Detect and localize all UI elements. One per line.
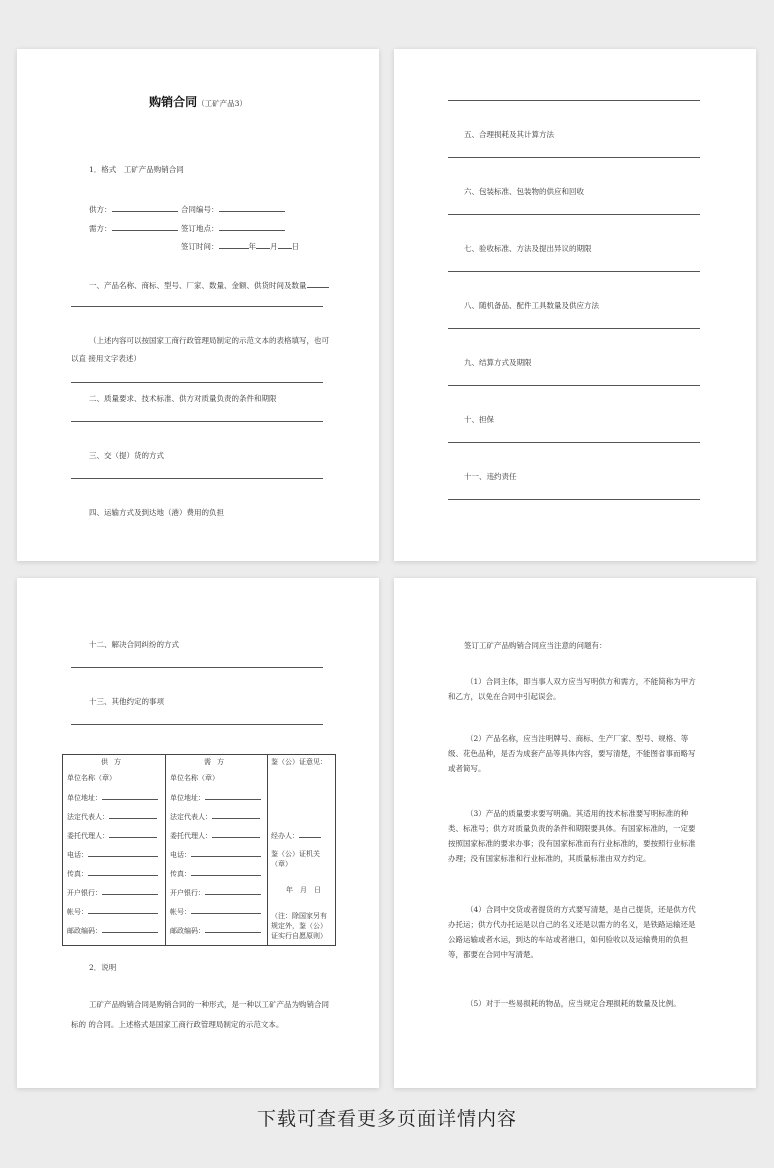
fill-line[interactable] (448, 271, 700, 272)
buyer-label: 需方： (89, 224, 112, 233)
supplier-agent: 委托代理人： (67, 830, 157, 842)
buyer-header: 需方 (204, 758, 230, 766)
buyer-agent: 委托代理人： (170, 830, 260, 842)
explain-line-1: 工矿产品购销合同是购销合同的一种形式，是一种以工矿产品为购销合同 (89, 1000, 329, 1009)
remark-line-3: 证实行自愿原则） (271, 932, 327, 940)
note-line-2: 以直 接用文字表述） (71, 354, 141, 363)
fill-line[interactable] (71, 306, 323, 307)
title-subtitle: （工矿产品3） (197, 99, 247, 108)
fill-line[interactable] (448, 214, 700, 215)
note-line-1: （上述内容可以按国家工商行政管理局制定的示范文本的表格填写，也可 (89, 336, 329, 345)
contract-no-blank[interactable] (219, 203, 285, 212)
contract-page-1 (17, 49, 379, 561)
supplier-field (89, 203, 178, 215)
item-1-text: 一、产品名称、商标、型号、厂家、数量、金额、供货时间及数量 (89, 281, 307, 290)
item-10: 十、担保 (464, 415, 494, 424)
sign-place-blank[interactable] (219, 222, 285, 231)
buyer-address: 单位地址： (170, 792, 261, 804)
supplier-postcode: 邮政编码： (67, 925, 158, 937)
sign-time-label: 签订时间： (181, 242, 219, 251)
month-blank[interactable] (256, 240, 270, 249)
item-6: 六、包装标准、包装物的供应和回收 (464, 187, 584, 196)
item-8: 八、随机备品、配件工具数量及供应方法 (464, 301, 599, 310)
verify-date: 年 月 日 (286, 886, 321, 894)
item-11: 十一、违约责任 (464, 472, 517, 481)
month-label: 月 (270, 242, 278, 251)
contract-page-3 (17, 578, 379, 1088)
fill-line[interactable] (71, 724, 323, 725)
year-blank[interactable] (219, 240, 249, 249)
supplier-bank: 开户银行： (67, 887, 158, 899)
day-blank[interactable] (278, 240, 292, 249)
note-5: （5）对于一些易损耗的物品，应当规定合理损耗的数量及比例。 (466, 999, 681, 1008)
supplier-unit-name: 单位名称（章） (67, 774, 116, 782)
signature-table (62, 754, 336, 946)
verify-org-line-2: （章） (271, 860, 292, 868)
buyer-legal-rep: 法定代表人： (170, 811, 260, 823)
fill-line[interactable] (448, 100, 700, 101)
item-7: 七、验收标准、方法及提出异议的期限 (464, 244, 592, 253)
handler-field: 经办人： (271, 830, 321, 842)
buyer-account: 帐号： (170, 906, 261, 918)
buyer-column (165, 755, 268, 945)
remark-line-1: （注：除国家另有 (271, 912, 327, 920)
fill-line[interactable] (448, 442, 700, 443)
download-banner[interactable]: 下载可查看更多页面详情内容 (256, 1108, 517, 1130)
verify-org-line-1: 鉴（公）证机关 (271, 850, 320, 858)
buyer-phone: 电话： (170, 849, 261, 861)
item-1-blank[interactable] (307, 279, 329, 288)
item-12: 十二、解决合同纠纷的方式 (89, 640, 179, 649)
fill-line[interactable] (71, 478, 323, 479)
supplier-fax: 传真： (67, 868, 158, 880)
contract-no-field (181, 203, 285, 215)
verification-column (267, 755, 335, 945)
verify-header: 鉴（公）证意见： (271, 758, 327, 766)
item-5: 五、合理损耗及其计算方法 (464, 130, 554, 139)
page-title (17, 93, 379, 111)
fill-line[interactable] (448, 499, 700, 500)
fill-line[interactable] (71, 421, 323, 422)
contract-page-2 (394, 49, 756, 561)
buyer-bank: 开户银行： (170, 887, 261, 899)
supplier-address: 单位地址： (67, 792, 158, 804)
supplier-account: 帐号： (67, 906, 158, 918)
supplier-column (63, 755, 165, 945)
notes-intro: 签订工矿产品购销合同应当注意的问题有： (464, 641, 607, 650)
item-4: 四、运输方式及到达地（港）费用的负担 (89, 508, 224, 517)
day-label: 日 (291, 242, 299, 251)
note-2: （2）产品名称，应当注明牌号、商标、生产厂家、型号、规格、等级、花色品种，是否为成套产品等具体内容，要写清楚，不能图省事而略写或者简写。 (448, 734, 696, 773)
buyer-unit-name: 单位名称（章） (170, 774, 219, 782)
sign-place-field (181, 222, 285, 234)
supplier-phone: 电话： (67, 849, 158, 861)
note-3: （3）产品的质量要求要写明确。其适用的技术标准要写明标准的种类、标准号；供方对质量负责的条件和期限要具体。有国家标准的，一定要按照国家标准的要求办事；没有国家标准而有行业标准的，要按照行业标准办理；没有国家标准和行业标准的，其质量标准由双方约定。 (448, 809, 696, 863)
supplier-legal-rep: 法定代表人： (67, 811, 157, 823)
supplier-label: 供方： (89, 205, 112, 214)
title-text: 购销合同 (149, 95, 198, 109)
sign-place-label: 签订地点： (181, 224, 219, 233)
item-1 (89, 279, 329, 291)
remark-line-2: 规定外，鉴（公） (271, 922, 327, 930)
buyer-fax: 传真： (170, 868, 261, 880)
note-1: （1）合同主体，即当事人双方应当写明供方和需方，不能简称为甲方和乙方，以免在合同中引起误会。 (448, 677, 696, 701)
explain-line-2: 标的 的合同。上述格式是国家工商行政管理局制定的示范文本。 (71, 1020, 284, 1029)
supplier-header: 供方 (101, 758, 127, 766)
item-13: 十三、其他约定的事项 (89, 697, 164, 706)
contract-page-4 (394, 578, 756, 1088)
fill-line[interactable] (71, 667, 323, 668)
year-label: 年 (248, 242, 256, 251)
section-format: 1．格式 工矿产品购销合同 (89, 165, 184, 174)
fill-line[interactable] (71, 382, 323, 383)
buyer-blank[interactable] (112, 222, 178, 231)
item-3: 三、交（提）货的方式 (89, 451, 164, 460)
item-2: 二、质量要求、技术标准、供方对质量负责的条件和期限 (89, 394, 277, 403)
fill-line[interactable] (448, 157, 700, 158)
sign-time-field (181, 240, 299, 252)
note-4: （4）合同中交货或者提货的方式要写清楚，是自己提货，还是供方代办托运；供方代办托运是以自己的名义还是以需方的名义，是铁路运输还是公路运输或者水运，到达的车站或者港口，如何验收以及运输费用的负担等，都要在合同中写清楚。 (448, 905, 696, 959)
fill-line[interactable] (448, 385, 700, 386)
item-9: 九、结算方式及期限 (464, 358, 532, 367)
section-explain: 2．说明 (89, 963, 117, 972)
fill-line[interactable] (448, 328, 700, 329)
supplier-blank[interactable] (112, 203, 178, 212)
buyer-field (89, 222, 178, 234)
contract-no-label: 合同编号： (181, 205, 219, 214)
buyer-postcode: 邮政编码： (170, 925, 261, 937)
